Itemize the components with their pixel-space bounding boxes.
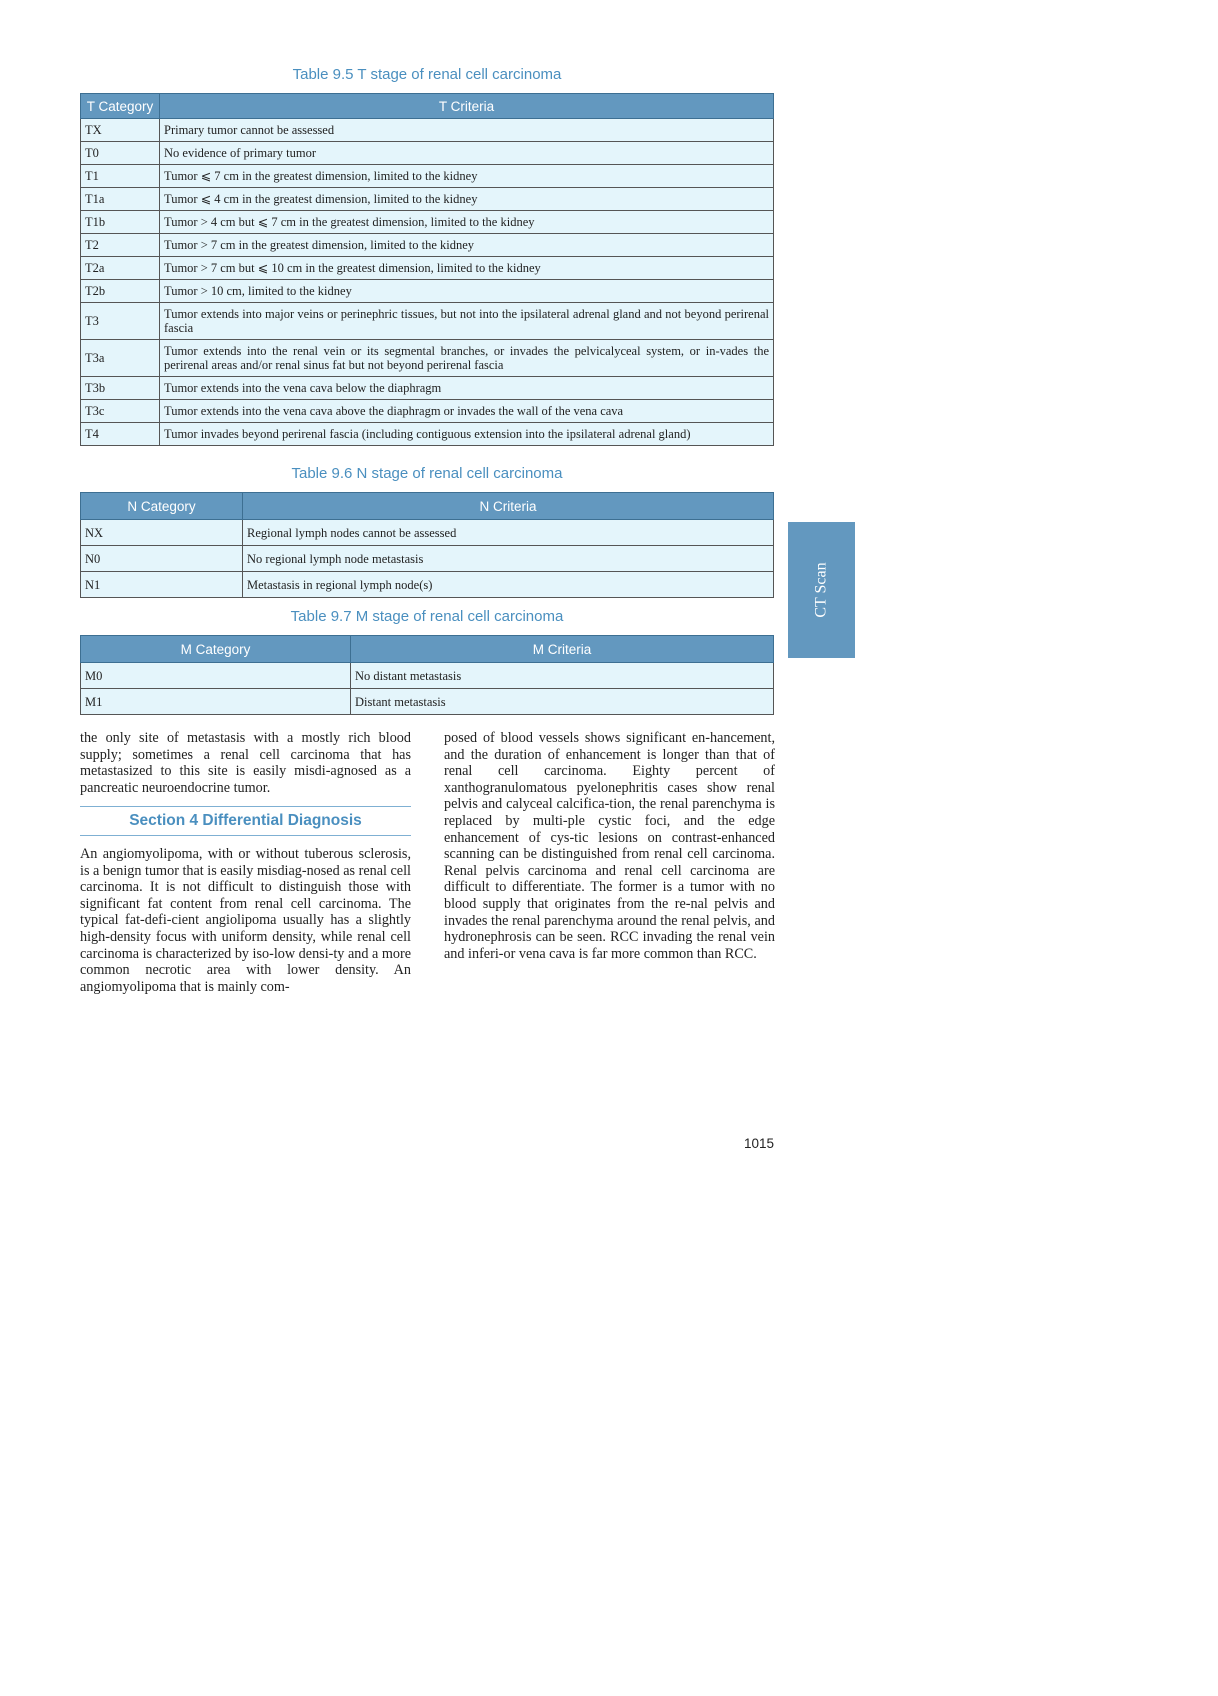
table-row xyxy=(81,119,774,142)
column-header-t-category: T Category xyxy=(81,94,160,119)
column-header-m-criteria: M Criteria xyxy=(351,636,774,663)
n-stage-criteria-cell: Metastasis in regional lymph node(s) xyxy=(243,572,774,598)
t-stage-criteria-cell: Tumor > 7 cm in the greatest dimension, limited to the kidney xyxy=(160,234,774,257)
table-row xyxy=(81,520,774,546)
t-stage-category-cell: T2 xyxy=(81,234,160,257)
table-row xyxy=(81,280,774,303)
t-stage-category-cell: T3c xyxy=(81,400,160,423)
t-stage-criteria-cell: No evidence of primary tumor xyxy=(160,142,774,165)
table-9-6-caption: Table 9.6 N stage of renal cell carcinoma xyxy=(291,465,563,482)
left-column-paragraph-1 xyxy=(80,730,411,796)
m-stage-category-cell: M1 xyxy=(81,689,351,715)
t-stage-criteria-cell: Tumor > 10 cm, limited to the kidney xyxy=(160,280,774,303)
t-stage-category-cell: TX xyxy=(81,119,160,142)
page-number: 1015 xyxy=(743,1136,774,1151)
table-9-5-caption: Table 9.5 T stage of renal cell carcinoma xyxy=(292,66,562,83)
t-stage-criteria-cell: Tumor ⩽ 4 cm in the greatest dimension, limited to the kidney xyxy=(160,188,774,211)
t-stage-category-cell: T3a xyxy=(81,340,160,377)
column-header-n-category: N Category xyxy=(81,493,243,520)
t-stage-category-cell: T1b xyxy=(81,211,160,234)
table-row xyxy=(81,546,774,572)
t-stage-criteria-cell: Tumor > 4 cm but ⩽ 7 cm in the greatest dimension, limited to the kidney xyxy=(160,211,774,234)
table-row xyxy=(81,188,774,211)
m-stage-category-cell: M0 xyxy=(81,663,351,689)
t-stage-category-cell: T3 xyxy=(81,303,160,340)
n-stage-criteria-cell: No regional lymph node metastasis xyxy=(243,546,774,572)
table-row xyxy=(81,340,774,377)
t-stage-category-cell: T4 xyxy=(81,423,160,446)
t-stage-criteria-cell: Tumor extends into major veins or perinephric tissues, but not into the ipsilateral adrenal gland and not beyond perirenal fascia xyxy=(160,303,774,340)
table-row xyxy=(81,165,774,188)
table-header-row xyxy=(81,636,774,663)
m-stage-criteria-cell: Distant metastasis xyxy=(351,689,774,715)
n-stage-criteria-cell: Regional lymph nodes cannot be assessed xyxy=(243,520,774,546)
t-stage-category-cell: T2a xyxy=(81,257,160,280)
m-stage-rows xyxy=(81,663,774,715)
t-stage-criteria-cell: Primary tumor cannot be assessed xyxy=(160,119,774,142)
n-stage-category-cell: N0 xyxy=(81,546,243,572)
t-stage-table xyxy=(80,93,774,446)
table-row xyxy=(81,663,774,689)
m-stage-table xyxy=(80,635,774,715)
t-stage-category-cell: T0 xyxy=(81,142,160,165)
left-column-paragraph-2 xyxy=(80,846,411,995)
t-stage-criteria-cell: Tumor extends into the renal vein or its segmental branches, or invades the pelvicalyceal system, or in-vades the perirenal areas and/or renal sinus fat but not beyond perirenal fascia xyxy=(160,340,774,377)
m-stage-criteria-cell: No distant metastasis xyxy=(351,663,774,689)
table-row xyxy=(81,142,774,165)
paragraph: posed of blood vessels shows significant en-hancement, and the duration of enhancement is longer than that of renal cell carcinoma. Eighty percent of xanthogranulomatous pyelonephritis cases show renal pelvis and calyceal calcifica-tion, the renal parenchyma is replaced by multi-ple cystic foci, and the edge enhancement of cys-tic lesions on contrast-enhanced scanning can be distinguished from renal cell carcinoma. Renal pelvis carcinoma and renal cell carcinoma are difficult to differentiate. The former is a tumor with no blood supply that originates from the re-nal pelvis and invades the renal parenchyma around the renal pelvis, and hydronephrosis can be seen. RCC invading the renal vein and inferi-or vena cava is far more common than RCC. xyxy=(444,730,775,962)
table-9-7-caption: Table 9.7 M stage of renal cell carcinoma xyxy=(290,608,564,625)
table-row xyxy=(81,303,774,340)
table-row xyxy=(81,572,774,598)
t-stage-category-cell: T1a xyxy=(81,188,160,211)
t-stage-criteria-cell: Tumor ⩽ 7 cm in the greatest dimension, limited to the kidney xyxy=(160,165,774,188)
table-row xyxy=(81,423,774,446)
column-header-t-criteria: T Criteria xyxy=(160,94,774,119)
column-header-m-category: M Category xyxy=(81,636,351,663)
table-row xyxy=(81,234,774,257)
t-stage-category-cell: T1 xyxy=(81,165,160,188)
chapter-side-tab xyxy=(788,522,855,658)
table-header-row xyxy=(81,493,774,520)
t-stage-rows xyxy=(81,119,774,446)
table-row xyxy=(81,400,774,423)
t-stage-criteria-cell: Tumor > 7 cm but ⩽ 10 cm in the greatest dimension, limited to the kidney xyxy=(160,257,774,280)
n-stage-category-cell: N1 xyxy=(81,572,243,598)
n-stage-category-cell: NX xyxy=(81,520,243,546)
side-tab-label: CT Scan xyxy=(812,562,830,618)
n-stage-rows xyxy=(81,520,774,598)
t-stage-category-cell: T2b xyxy=(81,280,160,303)
t-stage-criteria-cell: Tumor extends into the vena cava below the diaphragm xyxy=(160,377,774,400)
paragraph: the only site of metastasis with a mostly rich blood supply; sometimes a renal cell carcinoma that has metastasized to this site is easily misdi-agnosed as a pancreatic neuroendocrine tumor. xyxy=(80,730,411,796)
t-stage-criteria-cell: Tumor invades beyond perirenal fascia (including contiguous extension into the ipsilateral adrenal gland) xyxy=(160,423,774,446)
table-row xyxy=(81,211,774,234)
table-row xyxy=(81,257,774,280)
table-row xyxy=(81,377,774,400)
table-header-row xyxy=(81,94,774,119)
table-row xyxy=(81,689,774,715)
right-column-paragraph xyxy=(444,730,775,962)
t-stage-category-cell: T3b xyxy=(81,377,160,400)
section-heading: Section 4 Differential Diagnosis xyxy=(80,806,411,836)
n-stage-table xyxy=(80,492,774,598)
paragraph: An angiomyolipoma, with or without tuberous sclerosis, is a benign tumor that is easily misdiag-nosed as renal cell carcinoma. It is not difficult to distinguish those with significant fat content from renal cell carcinoma. The typical fat-defi-cient angiolipoma usually has a slightly high-density focus with uniform density, while renal cell carcinoma is characterized by iso-low densi-ty and a more common necrotic area with lower density. An angiomyolipoma that is mainly com- xyxy=(80,846,411,995)
column-header-n-criteria: N Criteria xyxy=(243,493,774,520)
t-stage-criteria-cell: Tumor extends into the vena cava above the diaphragm or invades the wall of the vena cava xyxy=(160,400,774,423)
